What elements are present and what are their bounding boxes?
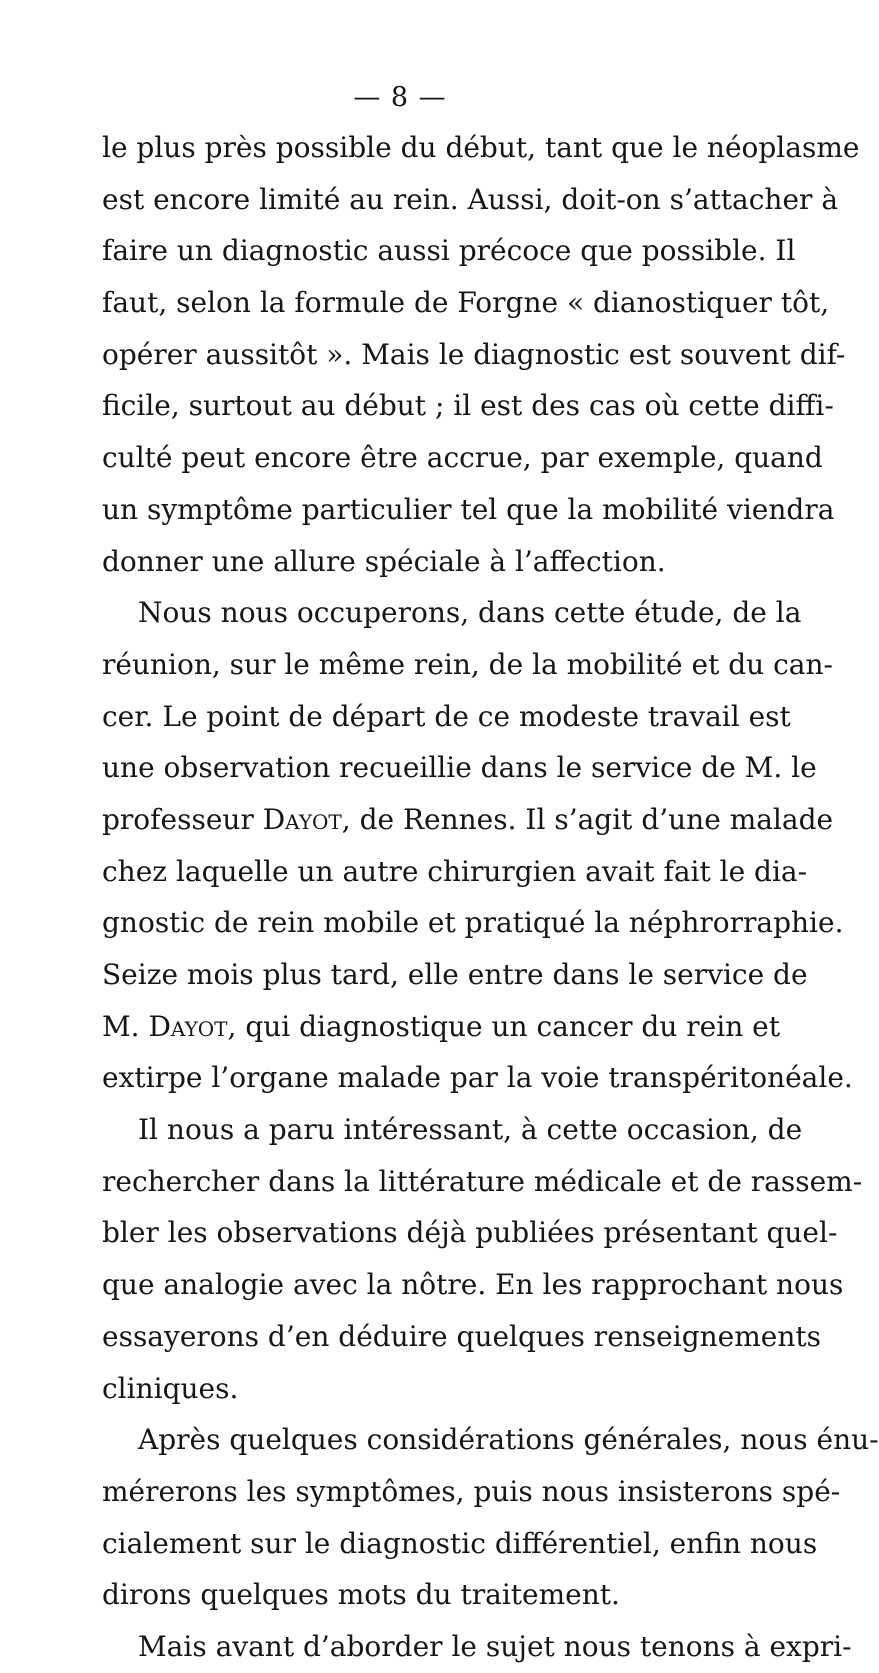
paragraph-start-line: Il nous a paru intéressant, à cette occasion, de bbox=[138, 1113, 803, 1147]
author-name: Dayot, bbox=[148, 1009, 237, 1043]
line-rest: qui diagnostique un cancer du rein et bbox=[245, 1009, 780, 1043]
text-line: réunion, sur le même rein, de la mobilité et du can- bbox=[102, 647, 833, 681]
page-number: — 8 — bbox=[353, 82, 447, 113]
line-rest: de Rennes. Il s’agit d’une malade bbox=[359, 802, 834, 836]
paragraph-end-line: dirons quelques mots du traitement. bbox=[102, 1578, 620, 1612]
text-line: est encore limité au rein. Aussi, doit-on s’attacher à bbox=[102, 182, 839, 216]
text-line: Seize mois plus tard, elle entre dans le service de bbox=[102, 958, 808, 991]
text-line-with-author bbox=[102, 1001, 780, 1053]
text-line: chez laquelle un autre chirurgien avait fait le dia- bbox=[102, 854, 808, 888]
text-line: faut, selon la formule de Forgne « dianostiquer tôt, bbox=[102, 286, 830, 320]
paragraph-start-line: Après quelques considérations générales, nous énu- bbox=[138, 1423, 879, 1457]
text-line: essayerons d’en déduire quelques renseignements bbox=[102, 1319, 821, 1353]
text-line: extirpe l’organe malade par la voie transpéritonéale. bbox=[102, 1061, 853, 1095]
text-line: cer. Le point de départ de ce modeste travail est bbox=[102, 699, 791, 733]
paragraph-start-line: Nous nous occuperons, dans cette étude, de la bbox=[138, 596, 802, 630]
text-line-with-author bbox=[102, 794, 834, 846]
text-line: faire un diagnostic aussi précoce que possible. Il bbox=[102, 234, 796, 268]
line-prefix: M. bbox=[102, 1009, 140, 1043]
text-line: mérerons les symptômes, puis nous insisterons spé- bbox=[102, 1474, 841, 1508]
line-prefix: professeur bbox=[102, 802, 254, 836]
text-line: cialement sur le diagnostic différentiel, enfin nous bbox=[102, 1526, 818, 1560]
author-name: Dayot, bbox=[262, 802, 351, 836]
text-line: culté peut encore être accrue, par exemple, quand bbox=[102, 441, 823, 475]
text-line: gnostic de rein mobile et pratiqué la néphrorraphie. bbox=[102, 906, 844, 940]
text-line: que analogie avec la nôtre. En les rapprochant nous bbox=[102, 1268, 844, 1302]
body-text bbox=[102, 122, 879, 1673]
text-line: opérer aussitôt ». Mais le diagnostic est souvent dif- bbox=[102, 337, 846, 371]
text-line: le plus près possible du début, tant que le néoplasme bbox=[102, 131, 860, 164]
text-line: rechercher dans la littérature médicale et de rassem- bbox=[102, 1164, 863, 1198]
text-line: ficile, surtout au début ; il est des cas où cette diffi- bbox=[102, 389, 834, 423]
text-line: un symptôme particulier tel que la mobilité viendra bbox=[102, 492, 835, 526]
paragraph-end-line: donner une allure spéciale à l’affection. bbox=[102, 544, 666, 578]
paragraph-end-line: cliniques. bbox=[102, 1371, 239, 1405]
text-line: une observation recueillie dans le service de M. le bbox=[102, 751, 817, 785]
paragraph-start-line: Mais avant d’aborder le sujet nous tenons à expri- bbox=[138, 1629, 852, 1663]
text-line: bler les observations déjà publiées présentant quel- bbox=[102, 1216, 838, 1250]
